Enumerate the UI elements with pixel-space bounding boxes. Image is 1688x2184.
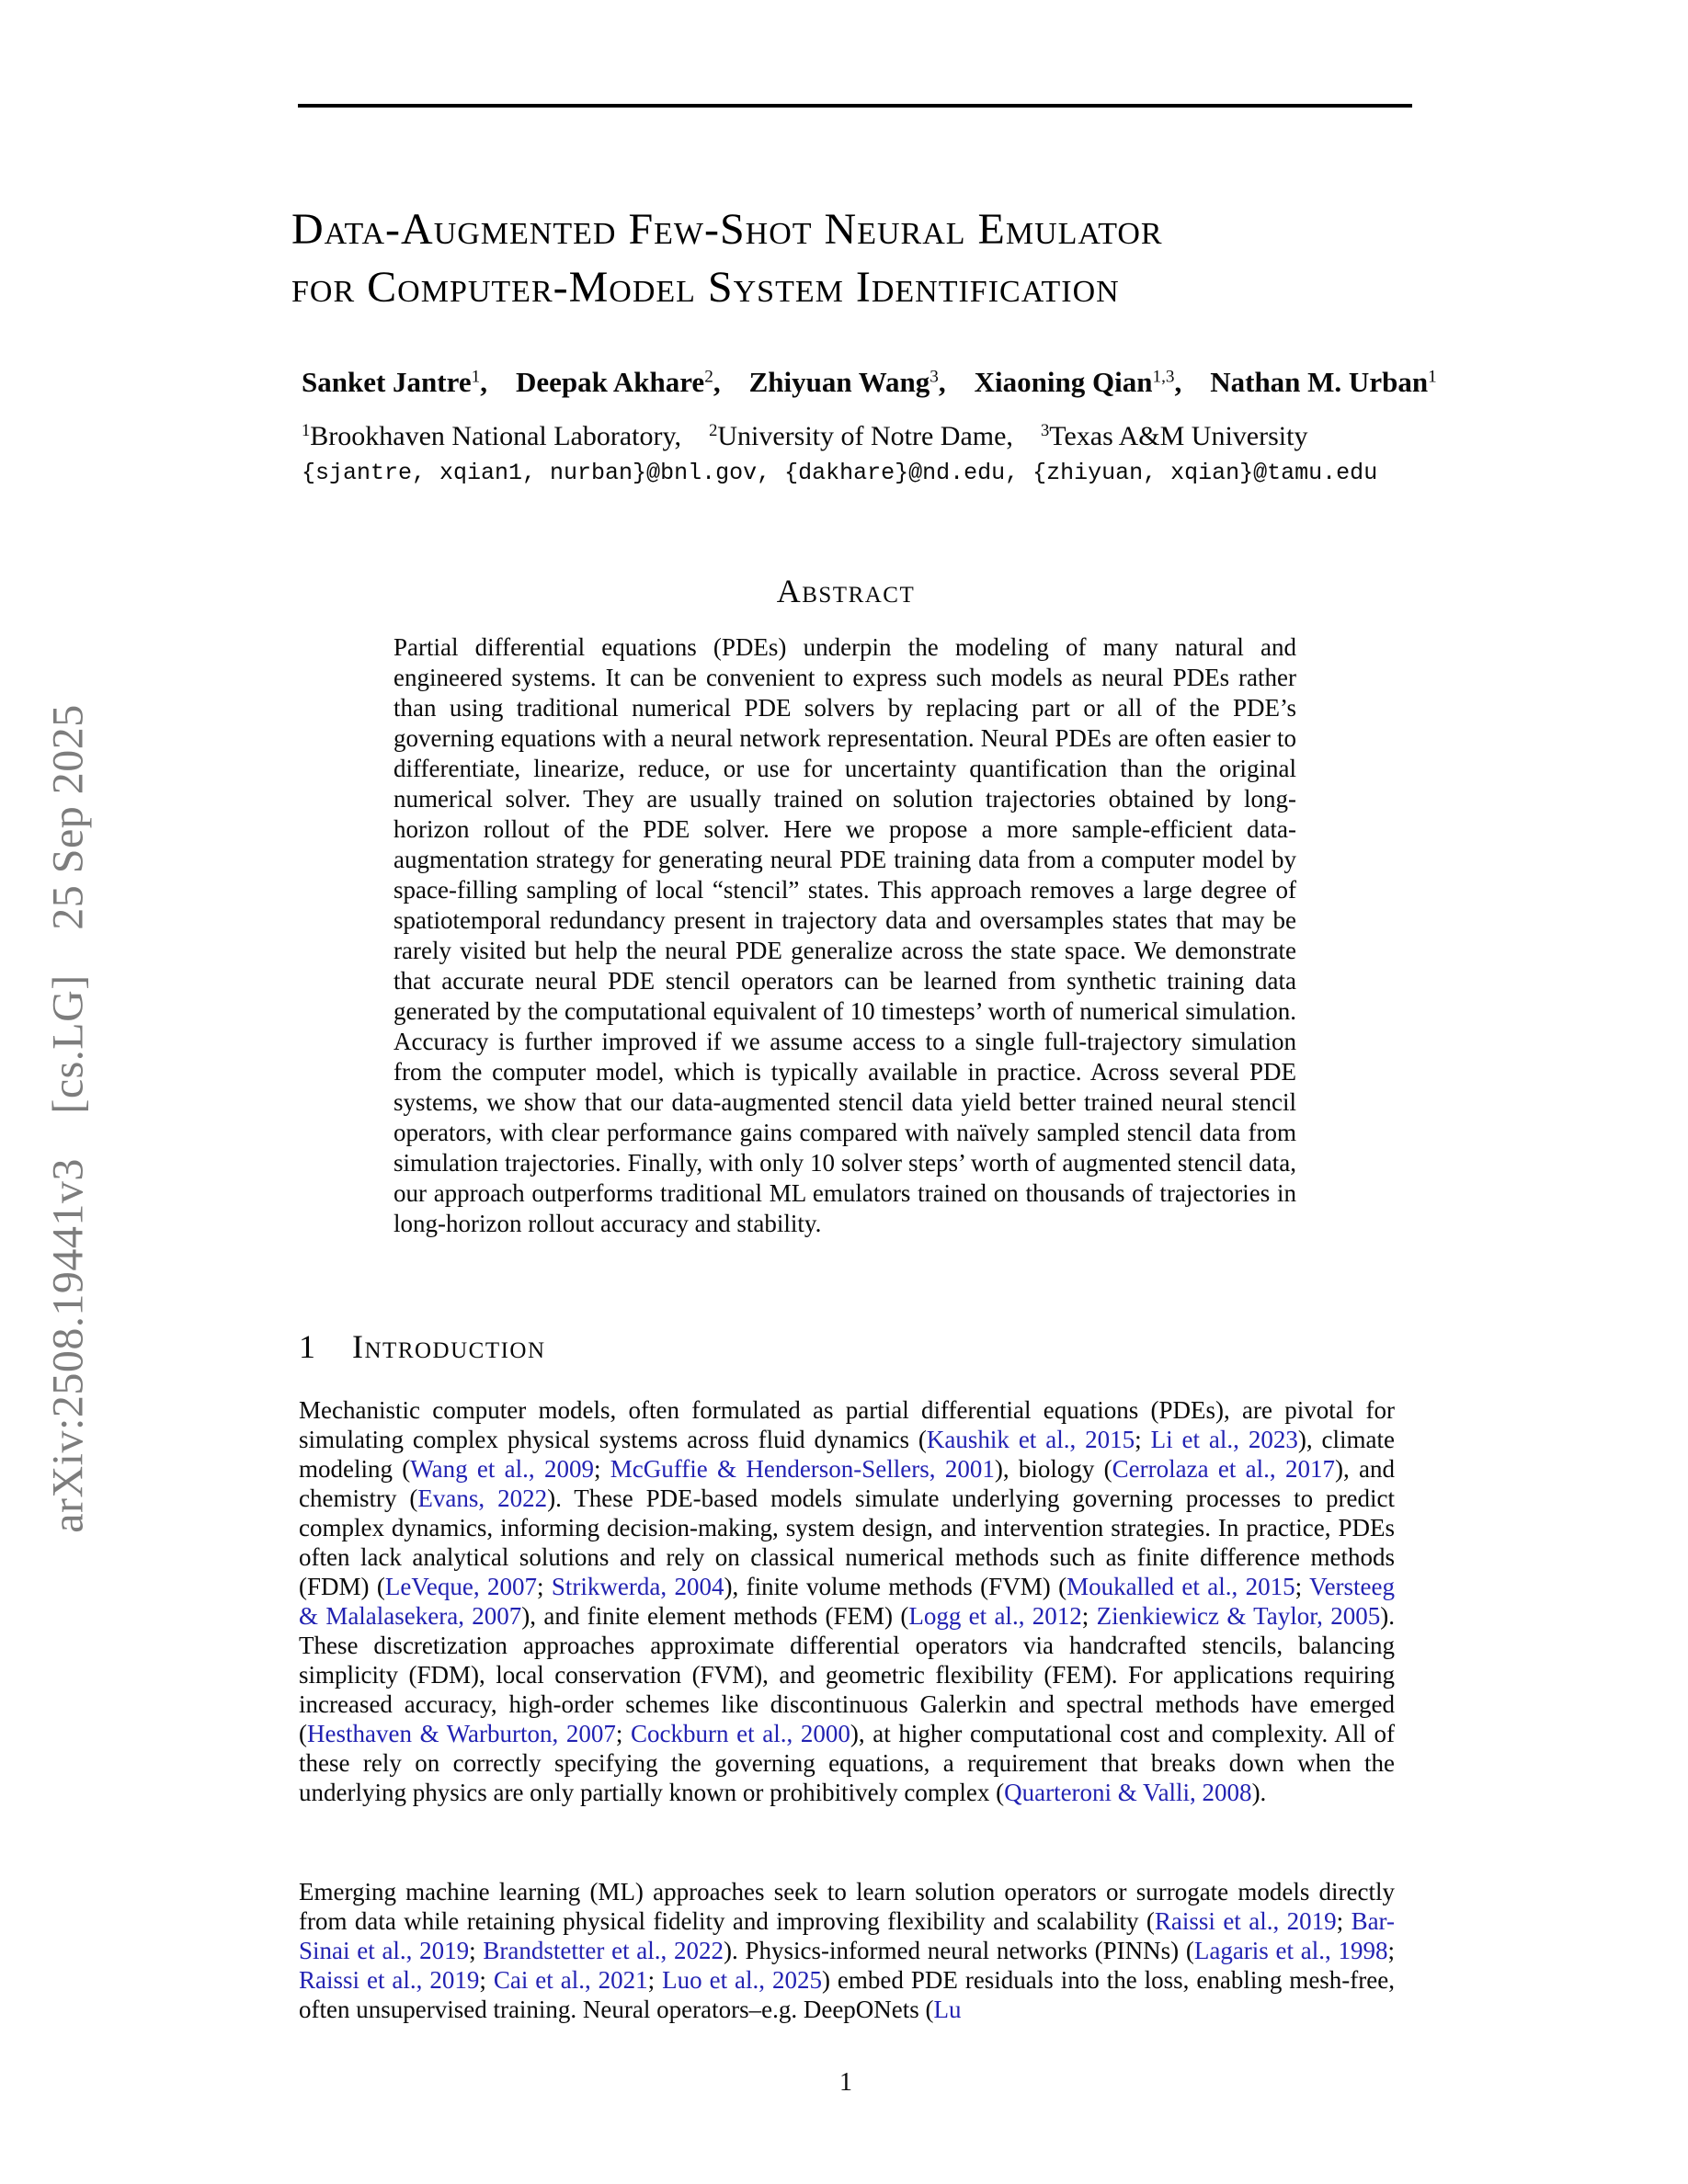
affiliation-marker: 2: [709, 420, 718, 440]
text-run: ;: [1336, 1907, 1352, 1935]
section-title: Introduction: [352, 1328, 546, 1365]
text-run: ), biology (: [994, 1455, 1112, 1483]
text-run: ) embed PDE residuals into the loss, enabling mesh-free, often unsupervised training. Neural operators–e.g. DeepONets (: [299, 1966, 1395, 2023]
citation-link[interactable]: Moukalled et al., 2015: [1066, 1573, 1295, 1600]
citation-link[interactable]: Hesthaven & Warburton, 2007: [307, 1720, 616, 1747]
text-run: ;: [1295, 1573, 1310, 1600]
citation-link[interactable]: Cai et al., 2021: [493, 1966, 648, 1994]
paper-title-line-1: Data-Augmented Few-Shot Neural Emulator: [291, 205, 1163, 254]
paper-title-line-2: for Computer-Model System Identification: [291, 263, 1120, 312]
author-affiliation-marker: 3: [930, 367, 939, 387]
abstract-text: Partial differential equations (PDEs) underpin the modeling of many natural and engineered systems. It can be convenient to express such models as neural PDEs rather than using traditional numerical PDE solvers by replacing part or all of the PDE’s governing equations with a neural network representation. Neural PDEs are often easier to differentiate, linearize, reduce, or use for uncertainty quantification than the original numerical solver. They are usually trained on solution trajectories obtained by long-horizon rollout of the PDE solver. Here we propose a more sample-efficient data-augmentation strategy for generating neural PDE training data from a computer model by space-filling sampling of local “stencil” states. This approach removes a large degree of spatiotemporal redundancy present in trajectory data and oversamples states that may be rarely visited but help the neural PDE generalize across the state space. We demonstrate that accurate neural PDE stencil operators can be learned from synthetic training data generated by the computational equivalent of 10 timesteps’ worth of numerical simulation. Accuracy is further improved if we assume access to a single full-trajectory simulation from the computer model, which is typically available in practice. Across several PDE systems, we show that our data-augmented stencil data yield better trained neural stencil operators, with clear performance gains compared with naïvely sampled stencil data from simulation trajectories. Finally, with only 10 solver steps’ worth of augmented stencil data, our approach outperforms traditional ML emulators trained on thousands of trajectories in long-horizon rollout accuracy and stability.: [393, 633, 1296, 1237]
citation-link[interactable]: Versteeg & Malalasekera, 2007: [299, 1573, 1396, 1630]
abstract-heading: Abstract: [776, 573, 916, 609]
author-name: Zhiyuan Wang: [748, 366, 930, 398]
text-run: ). Physics-informed neural networks (PINNs) (: [724, 1937, 1194, 1964]
author-name: Sanket Jantre: [302, 366, 472, 398]
text-run: ), at higher computational cost and complexity. All of these rely on correctly specifying the governing equations, a requirement that breaks down when the underlying physics are only partially known or prohibitively complex (: [299, 1720, 1395, 1806]
citation-link[interactable]: Evans, 2022: [417, 1484, 548, 1512]
text-run: ). These discretization approaches approximate differential operators via handcrafted stencils, balancing simplicity (FDM), local conservation (FVM), and geometric flexibility (FEM). For applications requiring increased accuracy, high-order schemes like discontinuous Galerkin and spectral methods have emerged (: [299, 1602, 1395, 1747]
author-affiliation-marker: 2: [704, 367, 713, 387]
affiliation-name: University of Notre Dame,: [717, 421, 1013, 451]
text-run: ), and chemistry (: [299, 1455, 1395, 1512]
citation-link[interactable]: Zienkiewicz & Taylor, 2005: [1096, 1602, 1381, 1630]
text-run: ), finite volume methods (FVM) (: [724, 1573, 1067, 1600]
citation-link[interactable]: Strikwerda, 2004: [551, 1573, 724, 1600]
text-run: Emerging machine learning (ML) approaches seek to learn solution operators or surrogate models directly from data while retaining physical fidelity and improving flexibility and scalability (: [299, 1878, 1395, 1935]
page-number: 1: [839, 2068, 852, 2097]
citation-link[interactable]: Cerrolaza et al., 2017: [1112, 1455, 1335, 1483]
text-run: ). These PDE-based models simulate underlying governing processes to predict complex dynamics, informing decision-making, system design, and intervention strategies. In practice, PDEs often lack analytical solutions and rely on classical numerical methods such as finite difference methods (FDM) (: [299, 1484, 1396, 1600]
citation-link[interactable]: Luo et al., 2025: [662, 1966, 822, 1994]
text-run: ;: [1387, 1937, 1395, 1964]
text-run: ), and finite element methods (FEM) (: [521, 1602, 909, 1630]
text-run: ;: [536, 1573, 552, 1600]
section-heading-introduction: [299, 1327, 1393, 1366]
citation-link[interactable]: Brandstetter et al., 2022: [483, 1937, 724, 1964]
affiliation-name: Texas A&M University: [1049, 421, 1308, 451]
citation-link[interactable]: Logg et al., 2012: [908, 1602, 1082, 1630]
citation-link[interactable]: Cockburn et al., 2000: [631, 1720, 850, 1747]
text-run: Mechanistic computer models, often formulated as partial differential equations (PDEs), are pivotal for simulating complex physical systems across fluid dynamics (: [299, 1396, 1395, 1453]
citation-link[interactable]: Lu: [933, 1996, 962, 2023]
citation-link[interactable]: Bar-Sinai et al., 2019: [299, 1907, 1395, 1964]
author-affiliation-marker: 1: [1428, 367, 1437, 387]
author-name: Nathan M. Urban: [1210, 366, 1429, 398]
author-name: Deepak Akhare: [515, 366, 705, 398]
author-name: Xiaoning Qian: [974, 366, 1153, 398]
intro-paragraph-1: [299, 1395, 1395, 1807]
affiliation-marker: 3: [1040, 420, 1050, 440]
text-run: ;: [615, 1720, 632, 1747]
text-run: ;: [1081, 1602, 1097, 1630]
citation-link[interactable]: Wang et al., 2009: [410, 1455, 594, 1483]
citation-link[interactable]: McGuffie & Henderson-Sellers, 2001: [610, 1455, 995, 1483]
paper-title: [291, 200, 1422, 316]
citation-link[interactable]: Quarteroni & Valli, 2008: [1004, 1779, 1252, 1806]
affiliation-line: [302, 421, 1405, 452]
arxiv-stamp: arXiv:2508.19441v3 [cs.LG] 25 Sep 2025: [43, 704, 93, 1533]
text-run: ;: [1135, 1426, 1151, 1453]
citation-link[interactable]: Raissi et al., 2019: [299, 1966, 480, 1994]
text-run: ;: [469, 1937, 484, 1964]
text-run: ).: [1251, 1779, 1267, 1806]
citation-link[interactable]: Lagaris et al., 1998: [1193, 1937, 1388, 1964]
citation-link[interactable]: Raissi et al., 2019: [1154, 1907, 1337, 1935]
citation-link[interactable]: LeVeque, 2007: [384, 1573, 537, 1600]
intro-paragraph-2: [299, 1877, 1395, 2024]
author-affiliation-marker: 1,3: [1152, 367, 1175, 387]
author-affiliation-marker: 1: [471, 367, 481, 387]
text-run: ;: [647, 1966, 663, 1994]
top-rule-divider: [298, 104, 1412, 108]
affiliation-name: Brookhaven National Laboratory,: [310, 421, 682, 451]
affiliation-marker: 1: [302, 420, 311, 440]
text-run: ;: [593, 1455, 610, 1483]
author-line: Sanket Jantre$^1$, Deepak Akhare$^2$, Zhiyuan Wang$^3$, Xiaoning Qian$^{1,3}$, Nathan M. Urban$^1$: [302, 366, 1437, 398]
email-line: {sjantre, xqian1, nurban}@bnl.gov, {dakhare}@nd.edu, {zhiyuan, xqian}@tamu.edu: [302, 460, 1378, 486]
citation-link[interactable]: Kaushik et al., 2015: [926, 1426, 1135, 1453]
text-run: ), climate modeling (: [299, 1426, 1395, 1483]
section-number: 1: [299, 1328, 315, 1365]
text-run: ;: [479, 1966, 494, 1994]
citation-link[interactable]: Li et al., 2023: [1150, 1426, 1298, 1453]
